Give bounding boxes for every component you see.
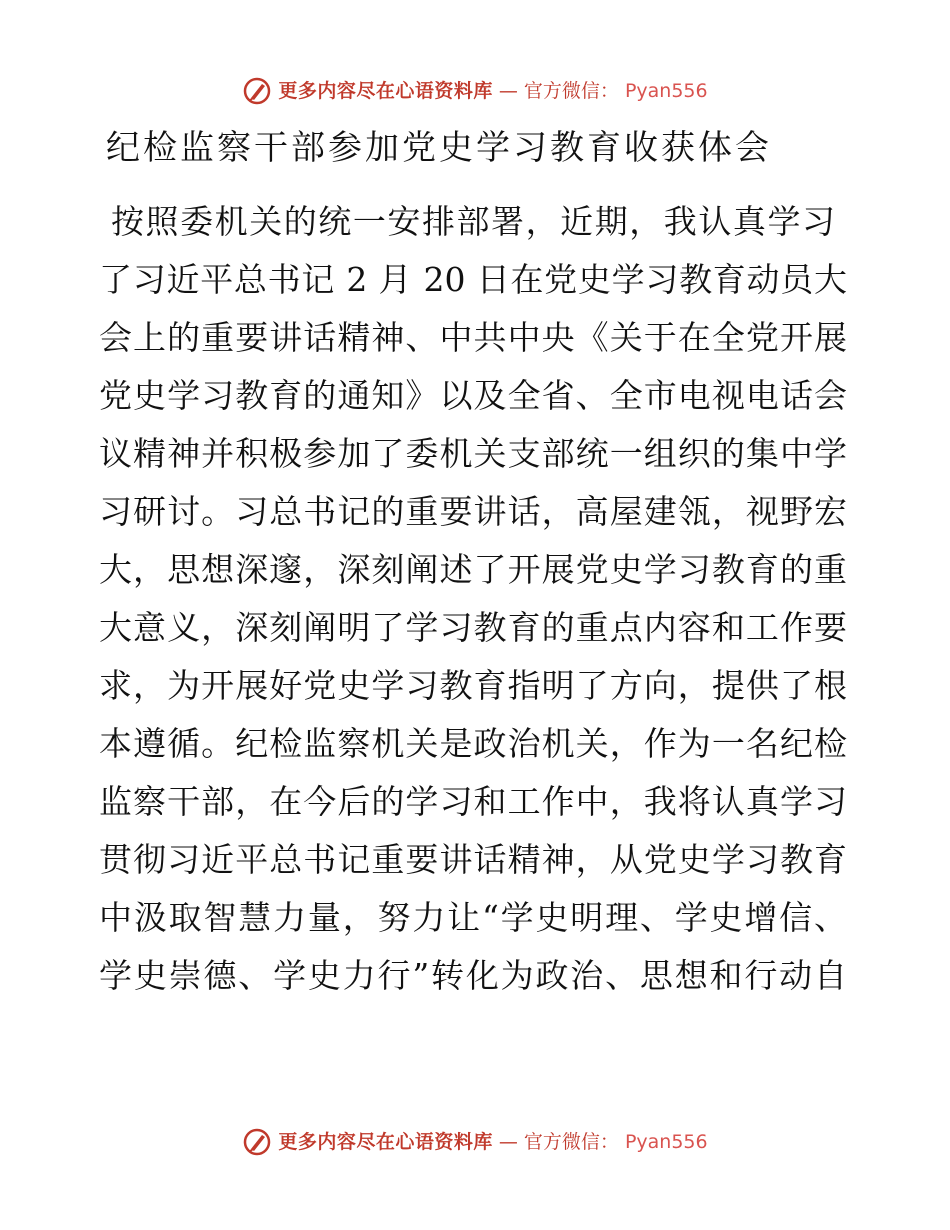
body-line-1: 按照委机关的统一安排部署，近期，我认真学习 — [111, 202, 835, 241]
document-title: 纪检监察干部参加党史学习教育收获体会 — [106, 128, 772, 168]
body-line-6: 习研讨。习总书记的重要讲话，高屋建瓴，视野宏 — [99, 492, 847, 531]
body-line-11: 监察干部，在今后的学习和工作中，我将认真学习 — [99, 782, 847, 821]
body-line-5: 议精神并积极参加了委机关支部统一组织的集中学 — [99, 434, 847, 473]
footer-wechat-label: 官方微信： — [523, 1131, 619, 1153]
footer-wechat-account: Pyan556 — [624, 1131, 708, 1153]
body-line-10: 本遵循。纪检监察机关是政治机关，作为一名纪检 — [99, 724, 847, 763]
quill-logo-icon — [242, 1127, 272, 1157]
header-dash: — — [498, 80, 518, 102]
body-line-14: 学史崇德、学史力行”转化为政治、思想和行动自 — [99, 956, 847, 995]
header-banner — [0, 76, 950, 106]
body-line-7: 大，思想深邃，深刻阐述了开展党史学习教育的重 — [99, 550, 847, 589]
body-line-4: 党史学习教育的通知》以及全省、全市电视电话会 — [99, 376, 847, 415]
document-body — [99, 193, 859, 1005]
header-wechat-account: Pyan556 — [624, 80, 708, 102]
body-line-3: 会上的重要讲话精神、中共中央《关于在全党开展 — [99, 318, 847, 357]
header-wechat-label: 官方微信： — [523, 80, 619, 102]
body-line-12: 贯彻习近平总书记重要讲话精神，从党史学习教育 — [99, 840, 847, 879]
body-line-13: 中汲取智慧力量，努力让“学史明理、学史增信、 — [99, 898, 847, 937]
footer-promo-text: 更多内容尽在心语资料库 — [278, 1131, 493, 1153]
body-line-8: 大意义，深刻阐明了学习教育的重点内容和工作要 — [99, 608, 847, 647]
quill-logo-icon — [242, 76, 272, 106]
header-promo-text: 更多内容尽在心语资料库 — [278, 80, 493, 102]
body-line-9: 求，为开展好党史学习教育指明了方向，提供了根 — [99, 666, 847, 705]
footer-dash: — — [498, 1131, 518, 1153]
footer-banner — [0, 1127, 950, 1157]
body-line-2: 了习近平总书记 2 月 20 日在党史学习教育动员大 — [99, 260, 847, 299]
